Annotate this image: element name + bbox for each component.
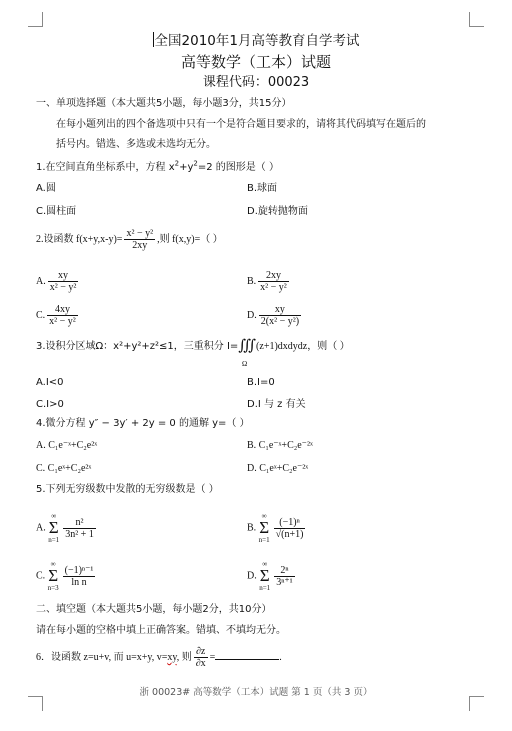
q1-option-b: B.球面 [247,183,278,194]
q6-stem: 6．设函数 z=u+v, 而 u=x+y, v=xy, 则 $\frac{\partial z}{\partial x}$ = . [36,646,282,669]
section2-instruction: 请在每小题的空格中填上正确答案。错填、不填均无分。 [36,625,286,636]
crop-mark-top-right [469,12,484,27]
summation: ∞ Σ n=1 [258,512,270,544]
summation: ∞ Σ n=3 [47,560,59,592]
q1-option-d: D.旋转抛物面 [247,206,308,217]
q4-option-d: D. C₁eˣ+C₂e⁻²ˣ [247,463,309,474]
q3-option-c: C.I>0 [36,399,64,410]
q5-option-d: D. ∞ Σ n=1 $\frac{\text{2ⁿ}}{\text{3ⁿ⁺¹}}$ [247,560,293,592]
q4-stem: 4.微分方程 y″ − 3y′ + 2y = 0 的通解 y=（ ） [36,418,250,429]
section2-heading: 二、填空题（本大题共5小题，每小题2分，共10分） [36,604,272,615]
section1-heading: 一、单项选择题（本大题共5小题，每小题3分，共15分） [36,98,292,109]
q3-stem: 3.设积分区域Ω：x²+y²+z²≤1，三重积分 I=∭ (z+1)dxdydz，则（ ） [36,338,350,354]
spellcheck-underlined-text: xy [167,651,177,663]
q5-stem: 5.下列无穷级数中发散的无穷级数是（ ） [36,484,219,495]
summation: ∞ Σ n=1 [259,560,271,592]
triple-integral-sign: ∭ [238,338,253,354]
crop-mark-top-left [28,12,43,27]
q2-option-a: A. $\frac{xy}{\text{x² − y²}}$ [36,270,77,293]
q5-option-a: A. ∞ Σ n=1 $\frac{\text{n²}}{\text{3n² + 1}}$ [36,512,94,544]
q1-option-c: C.圆柱面 [36,206,77,217]
summation: ∞ Σ n=1 [48,512,60,544]
q3-option-b: B.I=0 [247,377,275,388]
answer-blank[interactable] [215,649,279,660]
q2-option-b: B. $\frac{2xy}{\text{x² − y²}}$ [247,270,287,293]
q3-integral-region: Ω [242,360,248,368]
q2-option-d: D. $\frac{xy}{\text{2(x² − y²)}}$ [247,304,300,327]
course-code: 课程代码：00023 [202,75,310,90]
exam-subject: 高等数学（工本）试题 [180,53,331,71]
q5-option-b: B. ∞ Σ n=1 $\frac{\text{(−1)ⁿ}}{√(n+1)}$ [247,512,304,544]
q4-option-a: A. C₁e⁻ˣ+C₂e²ˣ [36,440,98,451]
q1-option-a: A.圆 [36,183,56,194]
q2-stem: 2.设函数 f(x+y,x-y)= $\frac{\text{x² − y²}}{2xy}$ ,则 f(x,y)=（ ） [36,228,223,251]
q4-option-c: C. C₁eˣ+C₂e²ˣ [36,463,92,474]
q5-option-c: C. ∞ Σ n=3 $\frac{\text{(−1)ⁿ⁻¹}}{\text{ln n}}$ [36,560,94,592]
exam-title: 全国2010年1月高等教育自学考试 [154,33,360,49]
q1-stem: 1.在空间直角坐标系中，方程 $x^2+y^2=2$ 的图形是（ ） [36,159,279,173]
page-footer: 浙 00023# 高等数学（工本）试题 第 1 页（共 3 页） [139,687,373,698]
q2-fraction: $\frac{\text{x² − y²}}{2xy}$ [126,228,154,251]
partial-derivative: $\frac{\partial z}{\partial x}$ [195,646,206,669]
text-cursor [153,32,154,47]
section1-instruction-1: 在每小题列出的四个备选项中只有一个是符合题目要求的，请将其代码填写在题后的 [56,119,426,130]
q4-option-b: B. C₁e⁻ˣ+C₂e⁻²ˣ [247,440,313,451]
section1-instruction-2: 括号内。错选、多选或未选均无分。 [56,139,216,150]
q2-option-c: C. $\frac{4xy}{\text{x² − y²}}$ [36,304,76,327]
q3-option-a: A.I<0 [36,377,64,388]
q3-option-d: D.I 与 z 有关 [247,399,306,410]
